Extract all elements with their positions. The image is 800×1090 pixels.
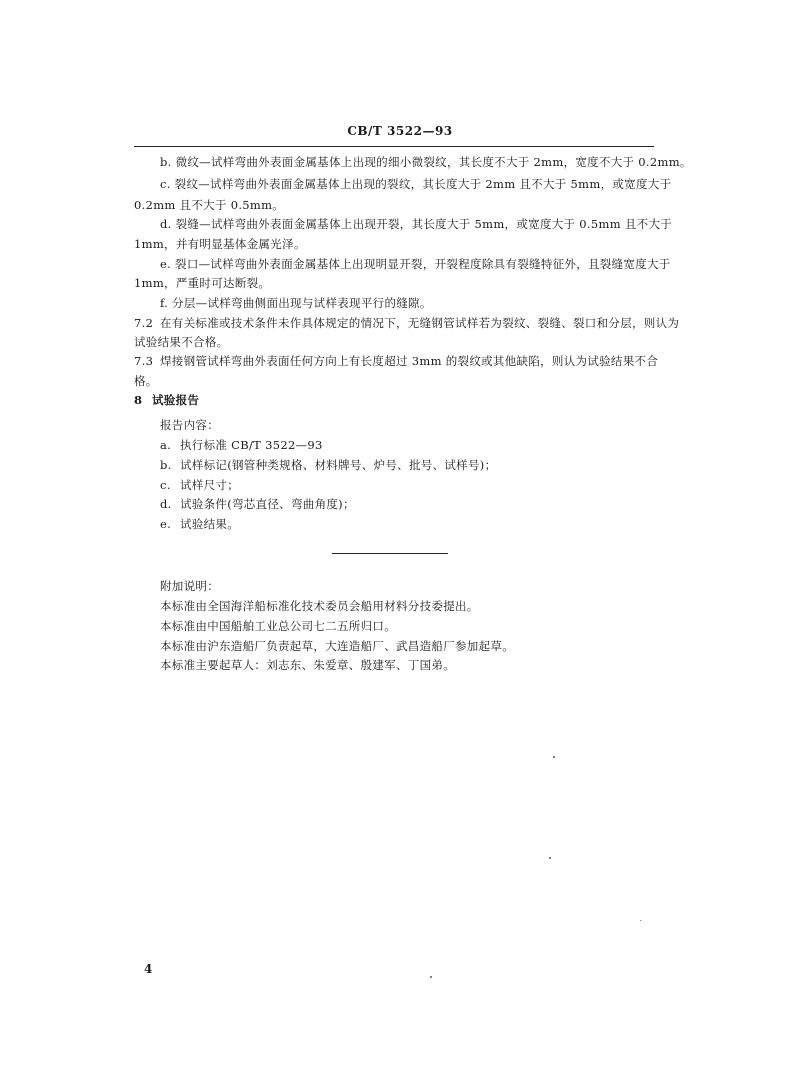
item-f-fenceng: f. 分层—试样弯曲侧面出现与试样表现平行的缝隙。 xyxy=(160,296,432,310)
item-e-continued: 1mm，严重时可达断裂。 xyxy=(134,276,271,290)
section-8-number: 8 xyxy=(134,393,143,407)
item-c-liewen: c. 裂纹—试样弯曲外表面金属基体上出现的裂纹，其长度大于 2mm 且不大于 5mm，或宽度大于 xyxy=(160,177,672,191)
report-item-d-label: d. xyxy=(160,497,172,511)
clause-7-2-text: 在有关标准或技术条件未作具体规定的情况下，无缝钢管试样若为裂纹、裂缝、裂口和分层，则认为 xyxy=(160,316,680,330)
scan-speck xyxy=(640,920,641,921)
report-item-e-label: e. xyxy=(160,517,172,531)
report-item-d: 试验条件(弯芯直径、弯曲角度)； xyxy=(180,497,355,511)
scan-speck xyxy=(553,756,555,758)
header-rule xyxy=(134,146,654,147)
report-item-c-label: c. xyxy=(160,478,171,492)
end-divider xyxy=(332,553,448,554)
item-d-continued: 1mm，并有明显基体金属光泽。 xyxy=(134,237,306,251)
item-e-liekou: e. 裂口—试样弯曲外表面金属基体上出现明显开裂，开裂程度除具有裂缝特征外，且裂缝宽度大于 xyxy=(160,257,671,271)
section-8-title: 试验报告 xyxy=(152,393,200,407)
appendix-line-4: 本标准主要起草人：刘志东、朱爱章、殷建军、丁国弟。 xyxy=(160,658,455,672)
report-intro: 报告内容： xyxy=(160,418,219,432)
appendix-line-1: 本标准由全国海洋船标准化技术委员会船用材料分技委提出。 xyxy=(160,599,479,613)
clause-7-2-number: 7.2 xyxy=(134,316,154,330)
page-header: CB/T 3522—93 xyxy=(347,124,453,138)
item-c-continued: 0.2mm 且不大于 0.5mm。 xyxy=(134,198,285,212)
clause-7-3-text: 焊接钢管试样弯曲外表面任何方向上有长度超过 3mm 的裂纹或其他缺陷，则认为试验结果不合 xyxy=(160,354,659,368)
appendix-line-3: 本标准由沪东造船厂负责起草，大连造船厂、武昌造船厂参加起草。 xyxy=(160,639,514,653)
report-item-b-label: b. xyxy=(160,458,172,472)
page-number: 4 xyxy=(144,962,153,976)
report-item-a: 执行标准 CB/T 3522—93 xyxy=(180,438,323,452)
report-item-a-label: a. xyxy=(160,438,172,452)
scan-speck xyxy=(430,976,432,978)
item-d-liefeng: d. 裂缝—试样弯曲外表面金属基体上出现开裂，其长度大于 5mm，或宽度大于 0.5mm 且不大于 xyxy=(160,217,673,231)
clause-7-3-number: 7.3 xyxy=(134,354,154,368)
item-b-weiwen: b. 微纹—试样弯曲外表面金属基体上出现的细小微裂纹，其长度不大于 2mm，宽度不大于 0.2mm。 xyxy=(160,155,692,169)
report-item-e: 试验结果。 xyxy=(180,517,239,531)
clause-7-2-continued: 试验结果不合格。 xyxy=(134,335,229,349)
appendix-title: 附加说明： xyxy=(160,579,219,593)
appendix-line-2: 本标准由中国船舶工业总公司七二五所归口。 xyxy=(160,619,396,633)
report-item-c: 试样尺寸； xyxy=(180,478,239,492)
report-item-b: 试样标记(钢管种类规格、材料牌号、炉号、批号、试样号)； xyxy=(180,458,497,472)
clause-7-3-continued: 格。 xyxy=(134,374,158,388)
scan-speck xyxy=(549,857,551,859)
